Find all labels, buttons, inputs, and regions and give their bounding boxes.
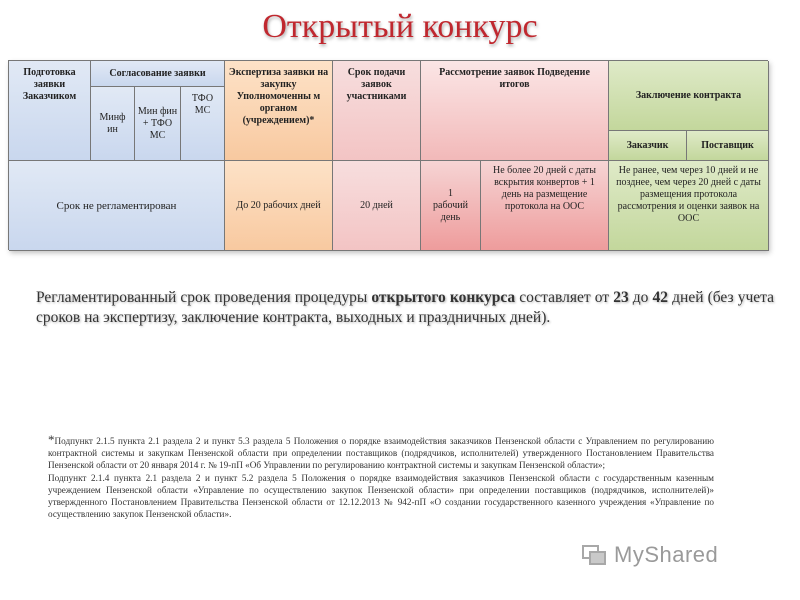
value-expertise: До 20 рабочих дней [225,161,333,251]
page-title: Открытый конкурс [262,8,538,45]
footnote-first: *Подпункт 2.1.5 пункта 2.1 раздела 2 и пункт 5.3 раздела 5 Положения о порядке взаимодействия заказчиков Пензенской области с Управлением по регулированию контрактной системы и закупкам Пензенской области при определении поставщиков (подрядчиков, исполнителей) утвержденного Постановлением Правительства Пензенской области от 20 января 2014 г. № 19-пП «Об Управлении по регулированию контрактной системы и закупкам Пензенской области»; [48,432,714,471]
watermark-text: MyShared [614,542,719,567]
header-review: Рассмотрение заявок Подведение итогов [421,61,609,161]
footnote [48,434,714,520]
myshared-watermark [582,540,772,570]
header-approval-minfin-tfoms: Мин фин + ТФО МС [135,87,181,161]
summary-paragraph: Регламентированный срок проведения процедуры открытого конкурса составляет от 23 до 42 дней (без учета сроков на экспертизу, заключение контракта, выходных и праздничных дней). [36,289,774,326]
header-deadline: Срок подачи заявок участниками [333,61,421,161]
value-not-regulated: Срок не регламентирован [9,161,225,251]
header-approval: Согласование заявки [91,61,225,87]
header-customer: Заказчик [609,131,687,161]
slides-icon [582,544,608,566]
header-contract: Заключение контракта [609,61,769,131]
header-approval-tfoms: ТФО МС [181,87,225,161]
header-approval-minfin: Минф ин [91,87,135,161]
header-prep: Подготовка заявки Заказчиком [9,61,91,161]
value-contract: Не ранее, чем через 10 дней и не позднее, чем через 20 дней с даты размещения протокола рассмотрения и оценки заявок на ООС [609,161,769,251]
value-deadline: 20 дней [333,161,421,251]
value-review-oos: Не более 20 дней с даты вскрытия конвертов + 1 день на размещение протокола на ООС [481,161,609,251]
header-supplier: Поставщик [687,131,769,161]
value-review-day: 1 рабочий день [421,161,481,251]
procedure-timeline-table [8,60,768,250]
footnote-second: Подпункт 2.1.4 пункта 2.1 раздела 2 и пункт 5.2 раздела 5 Положения о порядке взаимодействия заказчиков Пензенской области с государственным казенным учреждением Пензенской области «Управление по осуществлению закупок Пензенской области» при определении поставщиков (подрядчиков, исполнителей)» утвержденного Постановлением Правительства Пензенской области от 12.12.2013 № 942-пП «О создании государственного казенного учреждения «Управление по осуществлению закупок Пензенской области». [48,472,714,520]
header-expertise: Экспертиза заявки на закупку Уполномоченны м органом (учреждением)* [225,61,333,161]
